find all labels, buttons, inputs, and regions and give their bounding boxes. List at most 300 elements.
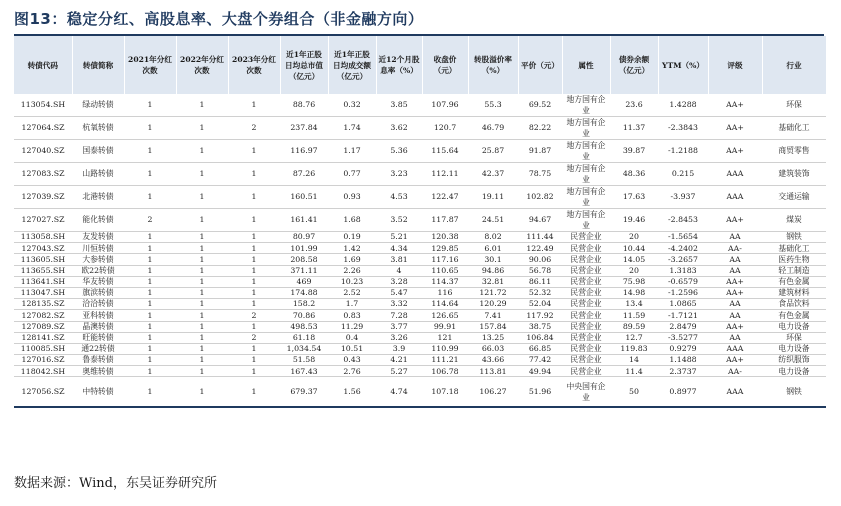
table-cell: 1 bbox=[228, 163, 280, 186]
table-cell: 基础化工 bbox=[762, 117, 826, 140]
table-cell: 1.4288 bbox=[658, 94, 708, 117]
table-cell: 101.99 bbox=[280, 243, 328, 254]
table-cell: 70.86 bbox=[280, 310, 328, 321]
table-cell: 43.66 bbox=[468, 355, 518, 366]
table-cell: 0.4 bbox=[328, 332, 376, 343]
table-cell: 商贸零售 bbox=[762, 140, 826, 163]
table-cell: 1 bbox=[228, 94, 280, 117]
table-cell: 1 bbox=[176, 94, 228, 117]
table-cell: 民营企业 bbox=[562, 243, 610, 254]
table-cell: -3.937 bbox=[658, 186, 708, 209]
table-cell: 12.7 bbox=[610, 332, 658, 343]
table-cell: 3.62 bbox=[376, 117, 422, 140]
table-cell: 127043.SZ bbox=[14, 243, 72, 254]
table-cell: 117.87 bbox=[422, 209, 468, 232]
table-cell: 1 bbox=[176, 276, 228, 287]
table-cell: 8.02 bbox=[468, 232, 518, 243]
table-cell: 电力设备 bbox=[762, 366, 826, 377]
table-cell: 3.26 bbox=[376, 332, 422, 343]
table-cell: 1 bbox=[228, 299, 280, 310]
table-cell: 川恒转债 bbox=[72, 243, 124, 254]
table-cell: 5.21 bbox=[376, 232, 422, 243]
column-header: 2022年分红次数 bbox=[176, 36, 228, 94]
table-cell: 1 bbox=[228, 254, 280, 265]
table-cell: 1 bbox=[228, 366, 280, 377]
table-cell: AA bbox=[708, 265, 762, 276]
table-cell: 114.64 bbox=[422, 299, 468, 310]
table-cell: 113054.SH bbox=[14, 94, 72, 117]
table-cell: 地方国有企业 bbox=[562, 140, 610, 163]
table-cell: 0.43 bbox=[328, 355, 376, 366]
table-cell: 地方国有企业 bbox=[562, 117, 610, 140]
column-header: 转债简称 bbox=[72, 36, 124, 94]
table-cell: 大参转债 bbox=[72, 254, 124, 265]
table-row bbox=[14, 140, 826, 163]
table-cell: 1 bbox=[124, 117, 176, 140]
table-cell: 498.53 bbox=[280, 321, 328, 332]
table-cell: 10.51 bbox=[328, 343, 376, 354]
table-cell: 117.16 bbox=[422, 254, 468, 265]
table-cell: 94.86 bbox=[468, 265, 518, 276]
table-cell: 能化转债 bbox=[72, 209, 124, 232]
table-cell: 电力设备 bbox=[762, 321, 826, 332]
table-cell: 39.87 bbox=[610, 140, 658, 163]
table-cell: 66.03 bbox=[468, 343, 518, 354]
table-cell: 4 bbox=[376, 265, 422, 276]
table-row bbox=[14, 287, 826, 298]
table-cell: 120.7 bbox=[422, 117, 468, 140]
table-cell: 371.11 bbox=[280, 265, 328, 276]
table-cell: 7.41 bbox=[468, 310, 518, 321]
table-cell: 2 bbox=[124, 209, 176, 232]
table-cell: 82.22 bbox=[518, 117, 562, 140]
table-cell: AA+ bbox=[708, 287, 762, 298]
table-cell: 3.9 bbox=[376, 343, 422, 354]
table-cell: 113047.SH bbox=[14, 287, 72, 298]
table-cell: 3.52 bbox=[376, 209, 422, 232]
table-cell: 110085.SH bbox=[14, 343, 72, 354]
table-cell: 1.69 bbox=[328, 254, 376, 265]
table-cell: 交通运输 bbox=[762, 186, 826, 209]
table-cell: AAA bbox=[708, 186, 762, 209]
table-cell: 32.81 bbox=[468, 276, 518, 287]
table-cell: 1 bbox=[176, 310, 228, 321]
table-cell: 地方国有企业 bbox=[562, 186, 610, 209]
table-cell: AA+ bbox=[708, 321, 762, 332]
table-cell: 1 bbox=[228, 276, 280, 287]
table-cell: 113605.SH bbox=[14, 254, 72, 265]
table-cell: 0.19 bbox=[328, 232, 376, 243]
table-cell: 99.91 bbox=[422, 321, 468, 332]
table-cell: 14.98 bbox=[610, 287, 658, 298]
table-cell: 地方国有企业 bbox=[562, 209, 610, 232]
table-row bbox=[14, 332, 826, 343]
table-cell: 13.4 bbox=[610, 299, 658, 310]
table-cell: 0.9279 bbox=[658, 343, 708, 354]
table-cell: 1 bbox=[124, 343, 176, 354]
table-cell: 51.58 bbox=[280, 355, 328, 366]
table-cell: 128135.SZ bbox=[14, 299, 72, 310]
table-cell: 1 bbox=[176, 366, 228, 377]
table-cell: 1 bbox=[176, 265, 228, 276]
table-cell: 237.84 bbox=[280, 117, 328, 140]
table-cell: 民营企业 bbox=[562, 332, 610, 343]
table-cell: 1 bbox=[176, 117, 228, 140]
table-cell: 1 bbox=[124, 310, 176, 321]
table-cell: 11.37 bbox=[610, 117, 658, 140]
table-cell: 0.77 bbox=[328, 163, 376, 186]
table-cell: 128141.SZ bbox=[14, 332, 72, 343]
table-cell: 127083.SZ bbox=[14, 163, 72, 186]
table-cell: 1 bbox=[124, 254, 176, 265]
table-cell: 1 bbox=[124, 94, 176, 117]
table-cell: 1 bbox=[228, 243, 280, 254]
table-cell: 11.59 bbox=[610, 310, 658, 321]
table-cell: 地方国有企业 bbox=[562, 94, 610, 117]
table-cell: 1 bbox=[228, 343, 280, 354]
table-cell: AA+ bbox=[708, 140, 762, 163]
table-cell: 1,034.54 bbox=[280, 343, 328, 354]
table-cell: 钢铁 bbox=[762, 232, 826, 243]
table-cell: 1 bbox=[176, 299, 228, 310]
table-cell: 87.26 bbox=[280, 163, 328, 186]
table-cell: 2.76 bbox=[328, 366, 376, 377]
table-cell: 1 bbox=[124, 243, 176, 254]
table-cell: 1 bbox=[124, 332, 176, 343]
table-cell: 113058.SH bbox=[14, 232, 72, 243]
table-cell: 1.74 bbox=[328, 117, 376, 140]
table-cell: 113.81 bbox=[468, 366, 518, 377]
figure-title: 图13：稳定分红、高股息率、大盘个券组合（非金融方向） bbox=[14, 8, 824, 36]
table-cell: 90.06 bbox=[518, 254, 562, 265]
table-cell: 49.94 bbox=[518, 366, 562, 377]
table-cell: 1 bbox=[176, 186, 228, 209]
table-cell: AA bbox=[708, 332, 762, 343]
table-cell: 1 bbox=[228, 232, 280, 243]
table-cell: 奥维转债 bbox=[72, 366, 124, 377]
table-cell: 3.28 bbox=[376, 276, 422, 287]
table-cell: 民营企业 bbox=[562, 366, 610, 377]
table-cell: 3.77 bbox=[376, 321, 422, 332]
table-cell: -2.3843 bbox=[658, 117, 708, 140]
table-cell: AA+ bbox=[708, 117, 762, 140]
table-cell: 1.17 bbox=[328, 140, 376, 163]
table-cell: 民营企业 bbox=[562, 355, 610, 366]
table-cell: 1 bbox=[124, 276, 176, 287]
table-cell: 1 bbox=[228, 209, 280, 232]
table-cell: 0.83 bbox=[328, 310, 376, 321]
table-cell: 通22转债 bbox=[72, 343, 124, 354]
table-cell: 61.18 bbox=[280, 332, 328, 343]
table-cell: 91.87 bbox=[518, 140, 562, 163]
table-cell: 2 bbox=[228, 310, 280, 321]
table-cell: 有色金属 bbox=[762, 310, 826, 321]
table-cell: 127040.SZ bbox=[14, 140, 72, 163]
table-cell: 80.97 bbox=[280, 232, 328, 243]
table-cell: 亚科转债 bbox=[72, 310, 124, 321]
table-cell: AA- bbox=[708, 243, 762, 254]
table-cell: AA+ bbox=[708, 94, 762, 117]
table-cell: 119.83 bbox=[610, 343, 658, 354]
column-header: 近1年正股日均成交额（亿元） bbox=[328, 36, 376, 94]
table-cell: 1 bbox=[228, 355, 280, 366]
table-cell: 1 bbox=[228, 321, 280, 332]
table-cell: 5.47 bbox=[376, 287, 422, 298]
table-cell: AAA bbox=[708, 377, 762, 408]
table-header-row bbox=[14, 36, 826, 94]
table-cell: 煤炭 bbox=[762, 209, 826, 232]
table-cell: 建筑装饰 bbox=[762, 163, 826, 186]
column-header: 评级 bbox=[708, 36, 762, 94]
table-cell: 5.27 bbox=[376, 366, 422, 377]
table-cell: 1 bbox=[176, 355, 228, 366]
table-cell: 52.04 bbox=[518, 299, 562, 310]
table-cell: -3.2657 bbox=[658, 254, 708, 265]
table-cell: 3.81 bbox=[376, 254, 422, 265]
table-cell: 1 bbox=[124, 287, 176, 298]
table-cell: 75.98 bbox=[610, 276, 658, 287]
table-cell: 1 bbox=[124, 321, 176, 332]
table-cell: 106.84 bbox=[518, 332, 562, 343]
table-cell: 77.42 bbox=[518, 355, 562, 366]
table-cell: 0.93 bbox=[328, 186, 376, 209]
table-cell: 161.41 bbox=[280, 209, 328, 232]
bond-portfolio-table bbox=[14, 36, 827, 408]
column-header: 债券余额（亿元） bbox=[610, 36, 658, 94]
table-cell: 1 bbox=[228, 186, 280, 209]
table-cell: 25.87 bbox=[468, 140, 518, 163]
table-cell: 117.92 bbox=[518, 310, 562, 321]
table-cell: 4.21 bbox=[376, 355, 422, 366]
table-cell: 127039.SZ bbox=[14, 186, 72, 209]
table-cell: 有色金属 bbox=[762, 276, 826, 287]
table-cell: 121 bbox=[422, 332, 468, 343]
table-cell: 106.27 bbox=[468, 377, 518, 408]
table-row bbox=[14, 265, 826, 276]
table-cell: 66.85 bbox=[518, 343, 562, 354]
table-cell: 2.26 bbox=[328, 265, 376, 276]
table-cell: 120.29 bbox=[468, 299, 518, 310]
table-cell: 1 bbox=[176, 209, 228, 232]
table-cell: 1 bbox=[124, 299, 176, 310]
table-row bbox=[14, 163, 826, 186]
table-cell: AA+ bbox=[708, 276, 762, 287]
table-cell: 1.68 bbox=[328, 209, 376, 232]
table-cell: 110.99 bbox=[422, 343, 468, 354]
column-header: 行业 bbox=[762, 36, 826, 94]
table-cell: 1 bbox=[228, 265, 280, 276]
table-cell: 113641.SH bbox=[14, 276, 72, 287]
table-cell: 11.29 bbox=[328, 321, 376, 332]
table-cell: 14 bbox=[610, 355, 658, 366]
table-cell: 51.96 bbox=[518, 377, 562, 408]
table-row bbox=[14, 355, 826, 366]
table-cell: 0.32 bbox=[328, 94, 376, 117]
table-cell: AA+ bbox=[708, 355, 762, 366]
table-cell: 1 bbox=[176, 254, 228, 265]
table-cell: -1.7121 bbox=[658, 310, 708, 321]
table-cell: 17.63 bbox=[610, 186, 658, 209]
table-cell: 民营企业 bbox=[562, 287, 610, 298]
table-cell: 56.78 bbox=[518, 265, 562, 276]
table-cell: 24.51 bbox=[468, 209, 518, 232]
table-cell: 1 bbox=[176, 343, 228, 354]
table-cell: 民营企业 bbox=[562, 232, 610, 243]
table-cell: 469 bbox=[280, 276, 328, 287]
table-cell: 42.37 bbox=[468, 163, 518, 186]
table-cell: 127027.SZ bbox=[14, 209, 72, 232]
table-cell: 食品饮料 bbox=[762, 299, 826, 310]
table-cell: 23.6 bbox=[610, 94, 658, 117]
table-cell: 1.7 bbox=[328, 299, 376, 310]
table-cell: -3.5277 bbox=[658, 332, 708, 343]
table-cell: 13.25 bbox=[468, 332, 518, 343]
table-cell: 电力设备 bbox=[762, 343, 826, 354]
table-cell: 208.58 bbox=[280, 254, 328, 265]
table-cell: 中特转债 bbox=[72, 377, 124, 408]
table-row bbox=[14, 366, 826, 377]
table-cell: 1.3183 bbox=[658, 265, 708, 276]
table-cell: AA bbox=[708, 310, 762, 321]
table-row bbox=[14, 243, 826, 254]
table-cell: 1 bbox=[124, 186, 176, 209]
table-cell: 民营企业 bbox=[562, 299, 610, 310]
table-cell: 19.46 bbox=[610, 209, 658, 232]
table-cell: -1.2188 bbox=[658, 140, 708, 163]
table-cell: 1.42 bbox=[328, 243, 376, 254]
table-cell: 1 bbox=[176, 332, 228, 343]
table-cell: 1.1488 bbox=[658, 355, 708, 366]
table-cell: 127064.SZ bbox=[14, 117, 72, 140]
table-cell: 122.49 bbox=[518, 243, 562, 254]
table-cell: 2.8479 bbox=[658, 321, 708, 332]
table-cell: 晶澳转债 bbox=[72, 321, 124, 332]
table-cell: 山路转债 bbox=[72, 163, 124, 186]
table-cell: 111.21 bbox=[422, 355, 468, 366]
column-header: 2023年分红次数 bbox=[228, 36, 280, 94]
table-cell: 167.43 bbox=[280, 366, 328, 377]
table-cell: 旺能转债 bbox=[72, 332, 124, 343]
table-cell: -1.2596 bbox=[658, 287, 708, 298]
table-cell: 174.88 bbox=[280, 287, 328, 298]
table-row bbox=[14, 299, 826, 310]
table-cell: 106.78 bbox=[422, 366, 468, 377]
table-cell: AA- bbox=[708, 366, 762, 377]
table-cell: 环保 bbox=[762, 332, 826, 343]
table-cell: 3.32 bbox=[376, 299, 422, 310]
table-cell: 1 bbox=[124, 232, 176, 243]
table-cell: 157.84 bbox=[468, 321, 518, 332]
table-cell: 116 bbox=[422, 287, 468, 298]
table-cell: 1 bbox=[176, 287, 228, 298]
column-header: 转股溢价率（%） bbox=[468, 36, 518, 94]
table-cell: 113655.SH bbox=[14, 265, 72, 276]
table-cell: 46.79 bbox=[468, 117, 518, 140]
column-header: 近12个月股息率（%） bbox=[376, 36, 422, 94]
table-cell: -0.6579 bbox=[658, 276, 708, 287]
table-cell: 1 bbox=[124, 366, 176, 377]
table-cell: 86.11 bbox=[518, 276, 562, 287]
table-cell: 10.44 bbox=[610, 243, 658, 254]
table-cell: 1 bbox=[124, 163, 176, 186]
table-cell: 旗滨转债 bbox=[72, 287, 124, 298]
table-cell: 3.23 bbox=[376, 163, 422, 186]
table-cell: 0.8977 bbox=[658, 377, 708, 408]
table-cell: 11.4 bbox=[610, 366, 658, 377]
table-cell: 1 bbox=[124, 265, 176, 276]
table-cell: 医药生物 bbox=[762, 254, 826, 265]
table-cell: 4.74 bbox=[376, 377, 422, 408]
table-cell: -1.5654 bbox=[658, 232, 708, 243]
table-row bbox=[14, 276, 826, 287]
table-cell: 国泰转债 bbox=[72, 140, 124, 163]
table-cell: 2 bbox=[228, 117, 280, 140]
table-cell: 38.75 bbox=[518, 321, 562, 332]
table-cell: -4.2402 bbox=[658, 243, 708, 254]
table-cell: 120.38 bbox=[422, 232, 468, 243]
table-cell: 纺织服饰 bbox=[762, 355, 826, 366]
table-cell: AA bbox=[708, 232, 762, 243]
table-cell: 民营企业 bbox=[562, 254, 610, 265]
table-cell: AA+ bbox=[708, 209, 762, 232]
table-cell: 122.47 bbox=[422, 186, 468, 209]
table-row bbox=[14, 94, 826, 117]
table-cell: 2.52 bbox=[328, 287, 376, 298]
table-cell: 北港转债 bbox=[72, 186, 124, 209]
table-cell: 1 bbox=[124, 140, 176, 163]
table-cell: 1 bbox=[124, 355, 176, 366]
table-cell: 127089.SZ bbox=[14, 321, 72, 332]
column-header: 收盘价（元） bbox=[422, 36, 468, 94]
table-cell: 102.82 bbox=[518, 186, 562, 209]
table-row bbox=[14, 186, 826, 209]
table-cell: 欧22转债 bbox=[72, 265, 124, 276]
table-cell: 127016.SZ bbox=[14, 355, 72, 366]
table-cell: AAA bbox=[708, 343, 762, 354]
table-cell: 环保 bbox=[762, 94, 826, 117]
table-cell: 121.72 bbox=[468, 287, 518, 298]
table-cell: 126.65 bbox=[422, 310, 468, 321]
table-cell: 20 bbox=[610, 232, 658, 243]
table-cell: AAA bbox=[708, 163, 762, 186]
table-cell: 民营企业 bbox=[562, 276, 610, 287]
table-cell: 1 bbox=[176, 232, 228, 243]
table-cell: 4.53 bbox=[376, 186, 422, 209]
table-cell: 69.52 bbox=[518, 94, 562, 117]
table-cell: 钢铁 bbox=[762, 377, 826, 408]
table-cell: 基础化工 bbox=[762, 243, 826, 254]
table-cell: 1 bbox=[176, 321, 228, 332]
table-cell: 107.18 bbox=[422, 377, 468, 408]
table-cell: 1 bbox=[176, 140, 228, 163]
table-cell: AA bbox=[708, 299, 762, 310]
table-cell: 鲁泰转债 bbox=[72, 355, 124, 366]
table-row bbox=[14, 232, 826, 243]
table-body bbox=[14, 94, 826, 407]
column-header: 属性 bbox=[562, 36, 610, 94]
column-header: 2021年分红次数 bbox=[124, 36, 176, 94]
column-header: 近1年正股日均总市值（亿元） bbox=[280, 36, 328, 94]
table-cell: 民营企业 bbox=[562, 265, 610, 276]
table-cell: 89.59 bbox=[610, 321, 658, 332]
table-cell: 114.37 bbox=[422, 276, 468, 287]
table-cell: 4.34 bbox=[376, 243, 422, 254]
table-cell: 129.85 bbox=[422, 243, 468, 254]
table-cell: 1 bbox=[176, 377, 228, 408]
table-cell: 118042.SH bbox=[14, 366, 72, 377]
table-cell: 1 bbox=[228, 287, 280, 298]
table-cell: 1.56 bbox=[328, 377, 376, 408]
